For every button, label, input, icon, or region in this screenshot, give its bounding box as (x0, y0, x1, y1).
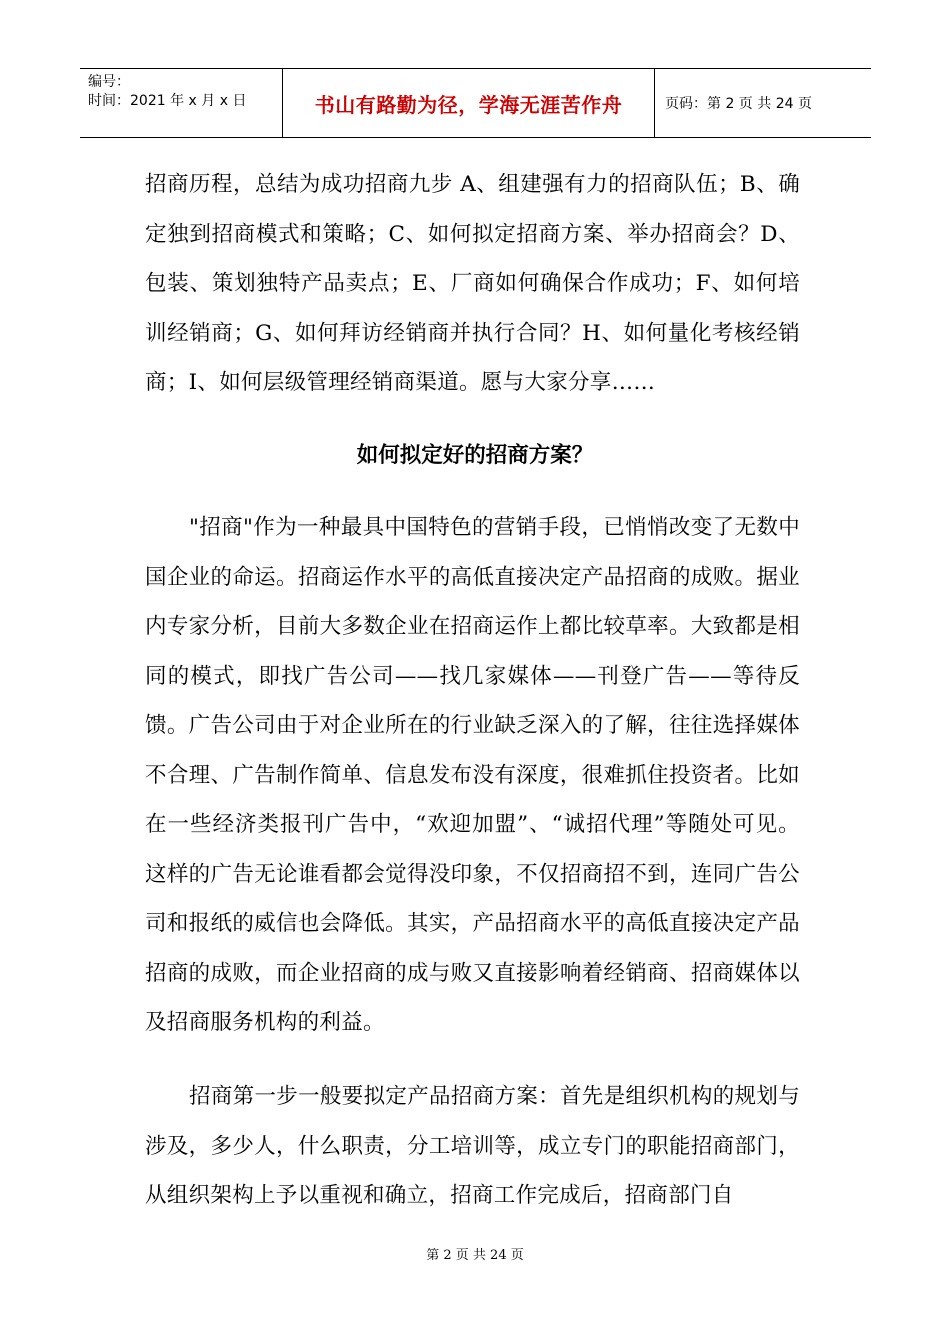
page-header (80, 68, 871, 138)
paragraph-body (145, 1072, 800, 1221)
paragraph-intro (145, 160, 800, 408)
section-heading: 如何拟定好的招商方案？ (356, 443, 594, 468)
paragraph-text: 招商第一步一般要拟定产品招商方案：首先是组织机构的规划与涉及，多少人，什么职责，分工培训等，成立专门的职能招商部门，从组织架构上予以重视和确立，招商工作完成后，招商部门自 (145, 1084, 800, 1208)
header-meta (80, 69, 283, 137)
page-footer: 第 2 页 共 24 页 (426, 1248, 524, 1263)
paragraph-body (145, 503, 800, 1048)
paragraph-text: "招商"作为一种最具中国特色的营销手段，已悄悄改变了无数中国企业的命运。招商运作水平的高低直接决定产品招商的成败。据业内专家分析，目前大多数企业在招商运作上都比较草率。大致都是相同的模式，即找广告公司——找几家媒体——刊登广告——等待反馈。广告公司由于对企业所在的行业缺乏深入的了解，往往选择媒体不合理、广告制作简单、信息发布没有深度，很难抓住投资者。比如在一些经济类报刊广告中，“欢迎加盟”、“诚招代理”等随处可见。这样的广告无论谁看都会觉得没印象，不仅招商招不到，连同广告公司和报纸的威信也会降低。其实，产品招商水平的高低直接决定产品招商的成败，而企业招商的成与败又直接影响着经销商、招商媒体以及招商服务机构的利益。 (145, 515, 800, 1035)
date-label: 时间：2021 年 x 月 x 日 (88, 93, 247, 109)
header-page-info: 页码：第 2 页 共 24 页 (665, 96, 812, 112)
header-motto: 书山有路勤为径，学海无涯苦作舟 (283, 69, 655, 137)
paragraph-text: 招商历程，总结为成功招商九步 A、组建强有力的招商队伍；B、确定独到招商模式和策略；C、如何拟定招商方案、举办招商会？D、包装、策划独特产品卖点；E、厂商如何确保合作成功；F、如何培训经销商；G、如何拜访经销商并执行合同？H、如何量化考核经销商；I、如何层级管理经销商渠道。愿与大家分享…… (145, 172, 800, 395)
number-label: 编号： (88, 74, 130, 90)
